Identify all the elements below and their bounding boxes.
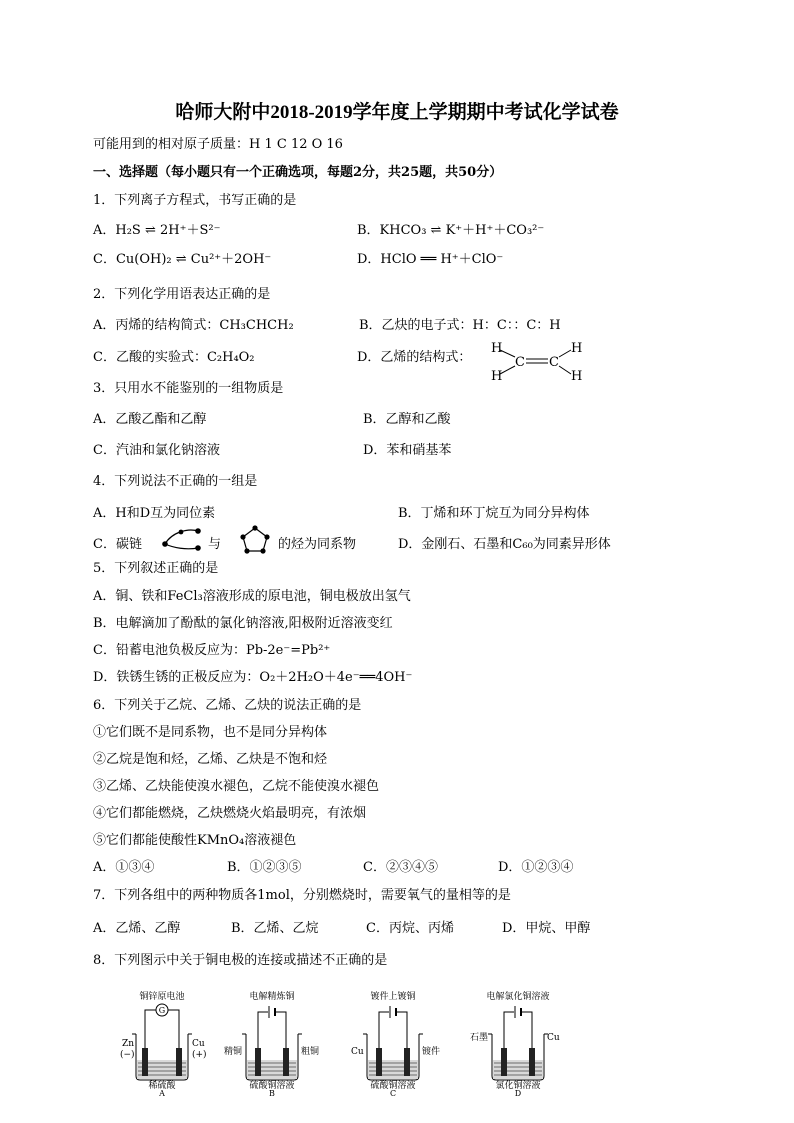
figure-d-title: 电解氯化铜溶液	[486, 992, 550, 1002]
q1-option-d: D．HClO ══ H⁺＋ClO⁻	[357, 252, 504, 267]
q6-statement-4: ④它们都能燃烧，乙炔燃烧火焰最明亮，有浓烟	[93, 806, 367, 821]
q5-option-a: A．铜、铁和FeCl₃溶液形成的原电池，铜电极放出氢气	[93, 589, 411, 604]
section-heading: 一、选择题（每小题只有一个正确选项，每题2分，共25题，共50分）	[93, 165, 503, 180]
q3-option-c: C．汽油和氯化钠溶液	[93, 443, 220, 458]
q1-option-c: C．Cu(OH)₂ ⇌ Cu²⁺＋2OH⁻	[93, 252, 272, 267]
svg-text:H: H	[491, 341, 503, 356]
q2-stem: 2．下列化学用语表达正确的是	[93, 287, 271, 302]
atomic-masses: 可能用到的相对原子质量：H 1 C 12 O 16	[93, 137, 343, 152]
q5-option-d: D．铁锈生锈的正极反应为：O₂＋2H₂O＋4e⁻══4OH⁻	[93, 670, 413, 685]
galvanometer-label: G	[158, 1006, 166, 1015]
exam-title: 哈师大附中2018-2019学年度上学期期中考试化学试卷	[175, 102, 619, 123]
carbon-ring-icon	[238, 524, 272, 556]
svg-text:H: H	[571, 341, 583, 356]
carbon-chain-open-icon	[160, 524, 204, 554]
q5-option-b: B．电解滴加了酚酞的氯化钠溶液,阳极附近溶液变红	[93, 616, 393, 631]
figure-c-right-electrode: 镀件	[422, 1047, 441, 1057]
figure-d-solution: 氯化铜溶液	[495, 1081, 541, 1091]
figure-b-electrorefining	[222, 988, 322, 1096]
figure-b-solution: 硫酸铜溶液	[249, 1081, 295, 1091]
figure-a-title: 铜锌原电池	[139, 992, 185, 1002]
figure-d-left-electrode: 石墨	[470, 1033, 489, 1043]
q7-stem: 7．下列各组中的两种物质各1mol，分别燃烧时，需要氧气的量相等的是	[93, 888, 511, 903]
q4-option-a: A．H和D互为同位素	[93, 506, 216, 521]
q6-option-d: D．①②③④	[498, 860, 574, 875]
q7-option-c: C．丙烷、丙烯	[366, 921, 454, 936]
q5-stem: 5．下列叙述正确的是	[93, 561, 219, 576]
figure-c-letter: C	[389, 1089, 397, 1096]
q3-stem: 3．只用水不能鉴别的一组物质是	[93, 381, 284, 396]
figure-b-left-electrode: 精铜	[224, 1047, 243, 1057]
figure-b-right-electrode: 粗铜	[301, 1047, 320, 1057]
q2-option-a: A．丙烯的结构简式：CH₃CHCH₂	[93, 318, 294, 333]
q4-option-d: D．金刚石、石墨和C₆₀为同素异形体	[398, 537, 611, 552]
q6-statement-5: ⑤它们都能使酸性KMnO₄溶液褪色	[93, 833, 297, 848]
figure-c-electroplating	[343, 988, 443, 1096]
figure-a-right-electrode: Cu	[192, 1039, 205, 1049]
figure-d-letter: D	[514, 1089, 522, 1096]
svg-text:H: H	[491, 369, 503, 384]
figure-b-letter: B	[269, 1089, 275, 1096]
svg-text:C: C	[549, 355, 559, 370]
q3-option-b: B．乙醇和乙酸	[363, 412, 451, 427]
q1-option-b: B．KHCO₃ ⇌ K⁺＋H⁺＋CO₃²⁻	[357, 223, 545, 238]
figure-a-solution: 稀硫酸	[148, 1081, 176, 1091]
q5-option-c: C．铅蓄电池负极反应为：Pb-2e⁻=Pb²⁺	[93, 643, 331, 658]
q4-option-c-label: C．碳链	[93, 537, 142, 552]
q4-option-c-text: 的烃为同系物	[278, 537, 357, 552]
q4-stem: 4．下列说法不正确的一组是	[93, 474, 258, 489]
figure-a-left-sign: (−)	[120, 1050, 135, 1060]
svg-text:H: H	[571, 369, 583, 384]
q6-statement-2: ②乙烷是饱和烃，乙烯、乙炔是不饱和烃	[93, 752, 328, 767]
figure-c-left-electrode: Cu	[351, 1047, 364, 1057]
figure-c-solution: 硫酸铜溶液	[370, 1081, 416, 1091]
figure-a-galvanic-cell	[112, 988, 212, 1096]
figure-c-title: 镀件上镀铜	[370, 992, 416, 1002]
q1-stem: 1．下列离子方程式，书写正确的是	[93, 193, 297, 208]
q8-stem: 8．下列图示中关于铜电极的连接或描述不正确的是	[93, 953, 388, 968]
q2-option-d: D．乙烯的结构式：	[357, 350, 472, 365]
q2-option-b: B．乙炔的电子式：H：C：：C：H	[359, 318, 561, 333]
figure-a-letter: A	[159, 1089, 165, 1096]
q3-option-a: A．乙酸乙酯和乙醇	[93, 412, 207, 427]
figure-b-title: 电解精炼铜	[249, 992, 295, 1002]
ethylene-structure	[482, 338, 592, 384]
figure-a-right-sign: (+)	[192, 1050, 207, 1060]
q7-option-b: B．乙烯、乙烷	[231, 921, 319, 936]
q6-option-a: A．①③④	[93, 860, 155, 875]
q6-stem: 6．下列关于乙烷、乙烯、乙炔的说法正确的是	[93, 698, 362, 713]
q1-option-a: A．H₂S ⇌ 2H⁺＋S²⁻	[93, 223, 221, 238]
q6-statement-1: ①它们既不是同系物，也不是同分异构体	[93, 725, 328, 740]
q3-option-d: D．苯和硝基苯	[363, 443, 452, 458]
q6-option-b: B．①②③⑤	[227, 860, 302, 875]
q7-option-d: D．甲烷、甲醇	[502, 921, 591, 936]
figure-d-right-electrode: Cu	[547, 1033, 560, 1043]
q6-option-c: C．②③④⑤	[363, 860, 438, 875]
q6-statement-3: ③乙烯、乙炔能使溴水褪色，乙烷不能使溴水褪色	[93, 779, 380, 794]
q2-option-c: C．乙酸的实验式：C₂H₄O₂	[93, 350, 255, 365]
figure-a-left-electrode: Zn	[122, 1039, 135, 1049]
q7-option-a: A．乙烯、乙醇	[93, 921, 181, 936]
svg-text:C: C	[515, 355, 525, 370]
figure-d-electrolysis	[466, 988, 570, 1096]
q4-option-b: B．丁烯和环丁烷互为同分异构体	[398, 506, 590, 521]
q4-option-c-with: 与	[208, 537, 222, 552]
